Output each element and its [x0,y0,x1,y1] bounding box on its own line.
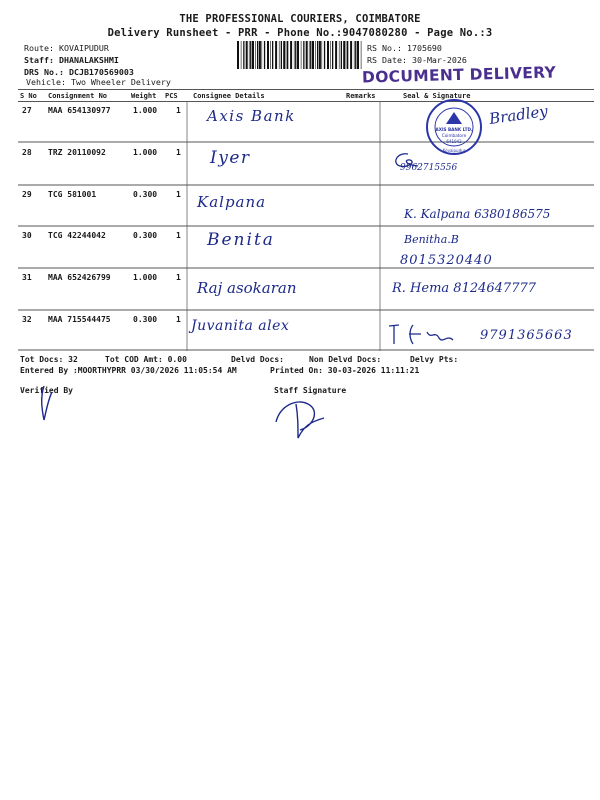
row-consignee: Axis Bank [207,107,296,125]
row-sno: 27 [22,106,32,115]
column-header-consignee: Consignee Details [193,92,265,100]
row-sno: 28 [22,148,32,157]
staff-signature [270,396,330,442]
row-consignee: Iyer [210,148,251,168]
column-header-weight: Weight [131,92,157,100]
entered-by: Entered By :MOORTHYPRR 03/30/2026 11:05:54 AM [20,366,237,375]
axis-bank-seal [416,98,496,156]
row-weight: 1.000 [133,106,158,115]
vehicle-label: Vehicle: Two Wheeler Delivery [26,77,171,87]
rs-number: RS No.: 1705690 [367,43,442,53]
row-pcs: 1 [176,148,181,157]
row-signature: R. Hema 8124647777 [392,281,537,296]
row-consignee: Raj asokaran [197,279,297,297]
runsheet-subtitle: Delivery Runsheet - PRR - Phone No.:9047080280 - Page No.:3 [107,27,493,39]
row-signature: K. Kalpana 6380186575 [404,207,551,221]
verifier-signature [34,384,58,424]
row-consignee: Juvanita alex [191,318,290,334]
column-header-pcs: PCS [165,92,178,100]
staff-label: Staff: DHANALAKSHMI [24,55,119,65]
column-header-sno: S No [20,92,37,100]
non-delivered-docs: Non Delvd Docs: [309,355,382,364]
row-pcs: 1 [176,315,181,324]
verified-by-label: Verified By [20,386,73,395]
row-consignment: MAA 654130977 [48,106,111,115]
row-sno: 31 [22,273,32,282]
document-delivery-stamp: DOCUMENT DELIVERY [361,63,557,87]
delivered-docs: Delvd Docs: [231,355,284,364]
row-weight: 0.300 [133,190,158,199]
drs-number: DRS No.: DCJB170569003 [24,67,134,77]
row-pcs: 1 [176,106,181,115]
row-consignment: MAA 715544475 [48,315,111,324]
row-consignment: MAA 652426799 [48,273,111,282]
row-sno: 30 [22,231,32,240]
total-cod-amount: Tot COD Amt: 0.00 [105,355,187,364]
row-weight: 0.300 [133,315,158,324]
route-label: Route: KOVAIPUDUR [24,43,109,53]
row-weight: 1.000 [133,273,158,282]
row-signature: Bradley [488,101,549,129]
table-grid [0,101,600,351]
row-consignee: Kalpana [197,193,267,211]
printed-on: Printed On: 30-03-2026 11:11:21 [270,366,420,375]
signature-scribble [387,322,477,350]
staff-signature-label: Staff Signature [274,386,347,395]
row-signature: 9791365663 [480,328,573,343]
row-weight: 1.000 [133,148,158,157]
row-consignment: TCG 42244042 [48,231,106,240]
column-header-consignment: Consignment No [48,92,108,100]
row-pcs: 1 [176,273,181,282]
seal-text-line2: Coimbatore [441,133,467,138]
row-sno: 29 [22,190,32,199]
company-title: THE PROFESSIONAL COURIERS, COIMBATORE [179,13,421,25]
seal-text-line3: 641042 [446,139,462,144]
row-signature: Benitha.B [404,233,459,246]
row-consignment: TCG 581001 [48,190,97,199]
row-pcs: 1 [176,231,181,240]
seal-text-line1: AXIS BANK LTD. [435,127,473,132]
seal-text-line4: Kovaipudur [442,148,466,153]
row-weight: 0.300 [133,231,158,240]
total-docs: Tot Docs: 32 [20,355,78,364]
row-signature-phone: 8015320440 [400,253,493,268]
row-signature: 9962715556 [400,163,458,173]
row-consignee: Benita [207,230,275,250]
table-top-border [18,89,594,90]
delivery-points: Delvy Pts: [410,355,459,364]
row-sno: 32 [22,315,32,324]
column-header-seal: Seal & Signature [403,92,471,100]
column-header-remarks: Remarks [346,92,376,100]
barcode-image [237,41,364,69]
row-pcs: 1 [176,190,181,199]
rs-date: RS Date: 30-Mar-2026 [367,55,467,65]
row-consignment: TRZ 20110092 [48,148,106,157]
